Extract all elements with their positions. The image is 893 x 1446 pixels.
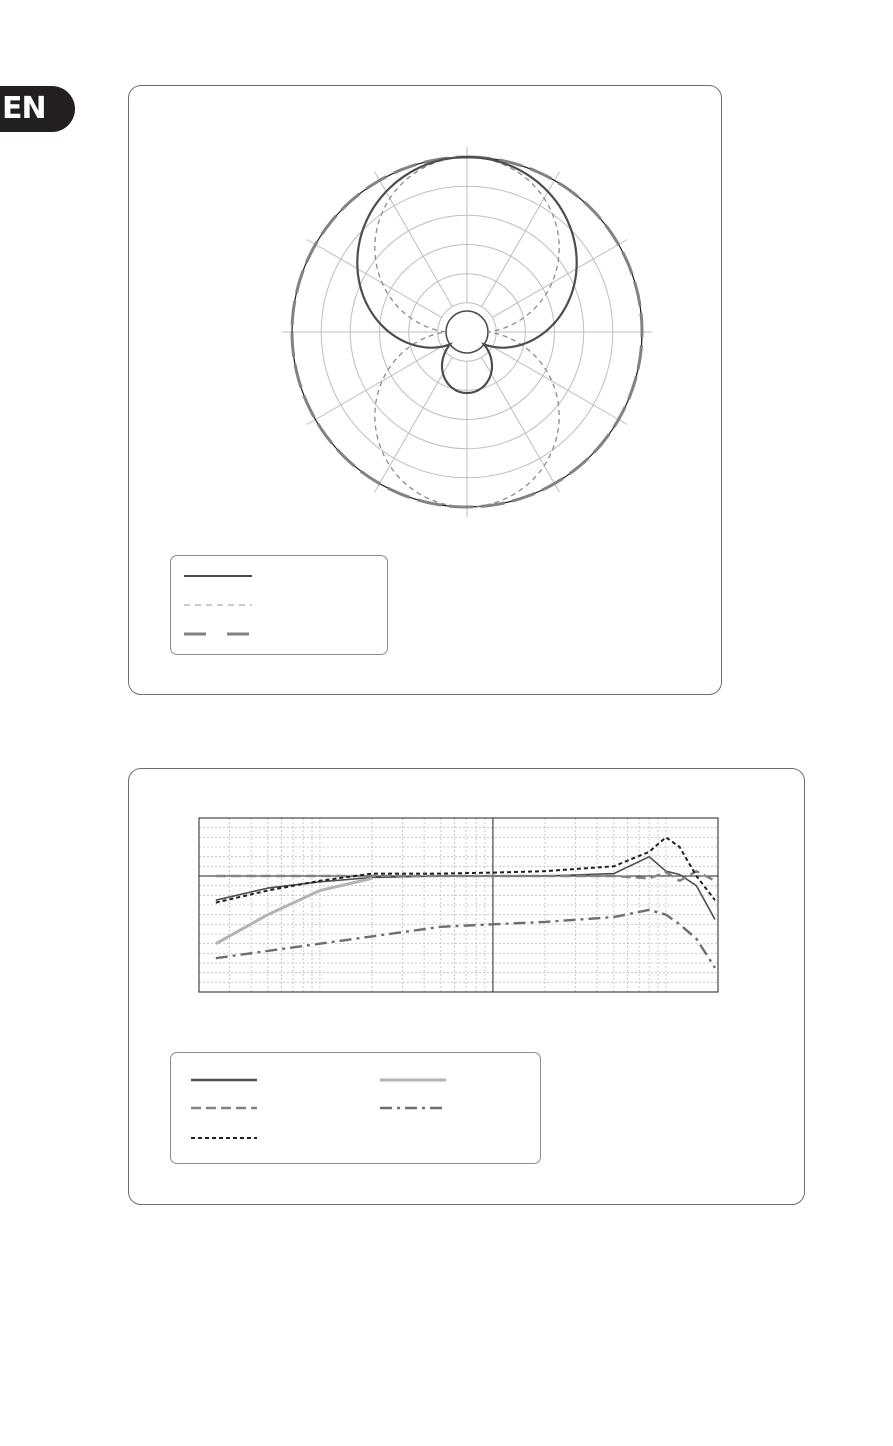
- language-tab: EN: [0, 86, 75, 132]
